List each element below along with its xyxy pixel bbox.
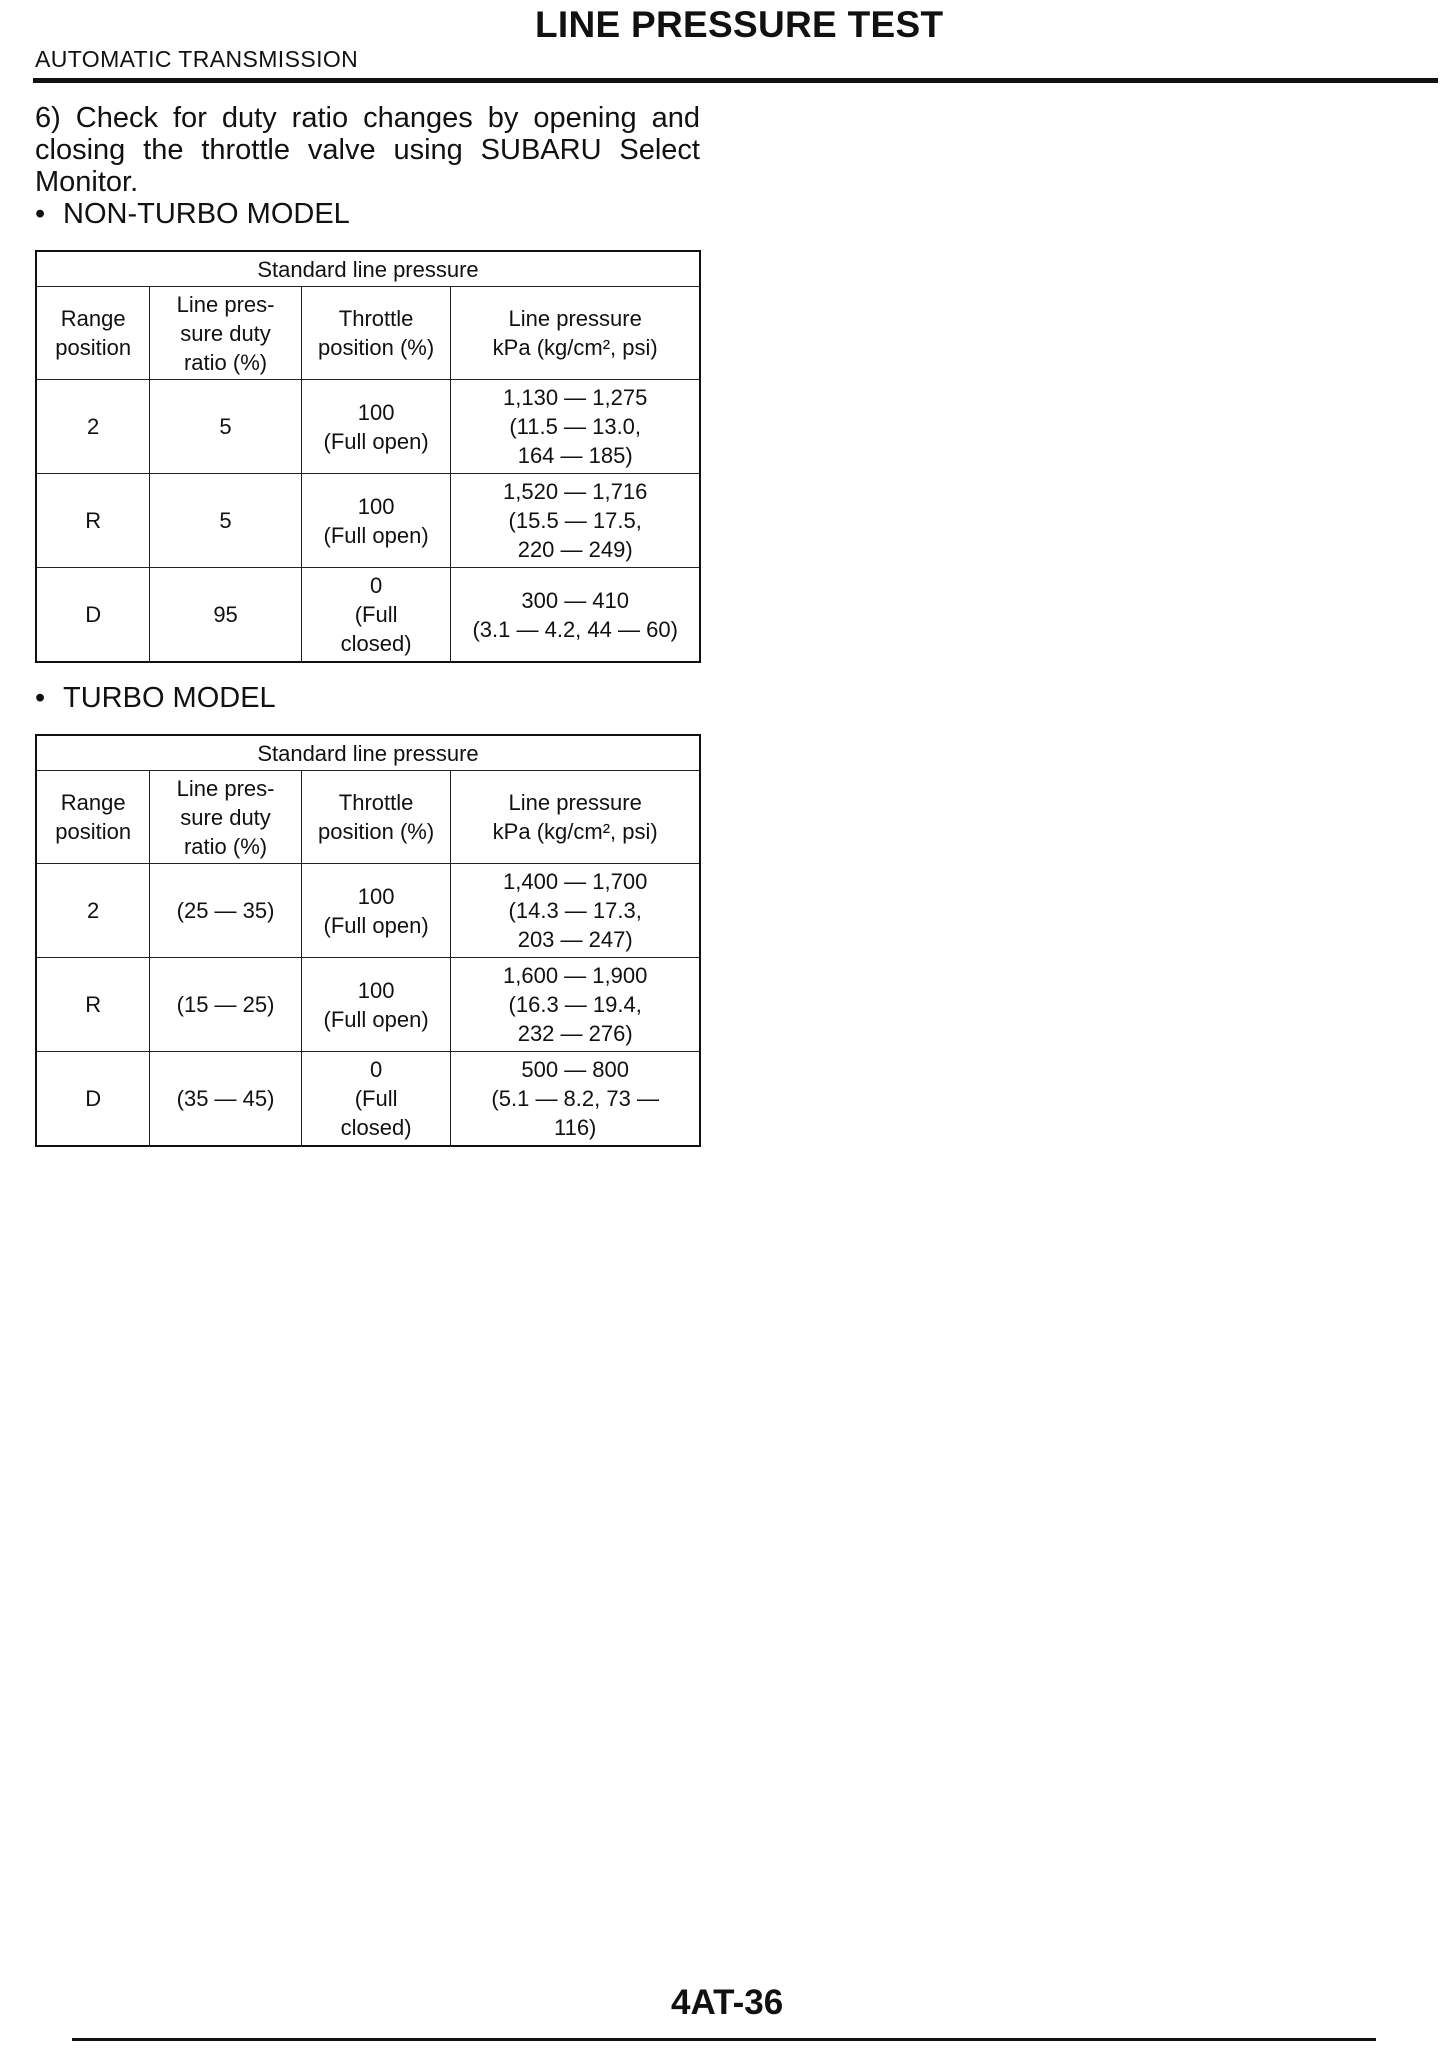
page-title: LINE PRESSURE TEST bbox=[535, 4, 944, 45]
range-cell: 2 bbox=[36, 380, 150, 474]
table-caption: Standard line pressure bbox=[36, 251, 700, 287]
header-duty-ratio: Line pres- sure duty ratio (%) bbox=[150, 771, 301, 864]
duty-ratio-cell: 5 bbox=[150, 474, 301, 568]
pressure-cell: 1,520 — 1,716 (15.5 — 17.5, 220 — 249) bbox=[451, 474, 700, 568]
range-cell: R bbox=[36, 958, 150, 1052]
throttle-cell: 100 (Full open) bbox=[301, 380, 451, 474]
turbo-heading bbox=[35, 682, 276, 714]
header-throttle-position: Throttle position (%) bbox=[301, 287, 451, 380]
throttle-cell: 100 (Full open) bbox=[301, 474, 451, 568]
table-row bbox=[36, 380, 700, 474]
table-row bbox=[36, 864, 700, 958]
bullet-icon: • bbox=[35, 198, 46, 230]
pressure-cell: 1,400 — 1,700 (14.3 — 17.3, 203 — 247) bbox=[451, 864, 700, 958]
header-line-pressure: Line pressure kPa (kg/cm², psi) bbox=[451, 771, 700, 864]
table-row bbox=[36, 474, 700, 568]
throttle-cell: 0 (Full closed) bbox=[301, 1052, 451, 1147]
header-duty-ratio: Line pres- sure duty ratio (%) bbox=[150, 287, 301, 380]
pressure-cell: 300 — 410 (3.1 — 4.2, 44 — 60) bbox=[451, 568, 700, 663]
throttle-cell: 100 (Full open) bbox=[301, 958, 451, 1052]
header-range-position: Range position bbox=[36, 287, 150, 380]
duty-ratio-cell: (25 — 35) bbox=[150, 864, 301, 958]
duty-ratio-cell: 5 bbox=[150, 380, 301, 474]
pressure-cell: 1,600 — 1,900 (16.3 — 19.4, 232 — 276) bbox=[451, 958, 700, 1052]
header-rule bbox=[33, 78, 1438, 83]
throttle-cell: 0 (Full closed) bbox=[301, 568, 451, 663]
range-cell: 2 bbox=[36, 864, 150, 958]
footer-rule bbox=[72, 2038, 1376, 2041]
duty-ratio-cell: (35 — 45) bbox=[150, 1052, 301, 1147]
throttle-cell: 100 (Full open) bbox=[301, 864, 451, 958]
non-turbo-label: NON-TURBO MODEL bbox=[63, 198, 350, 230]
non-turbo-heading bbox=[35, 198, 350, 230]
bullet-icon: • bbox=[35, 682, 46, 714]
page-number: 4AT-36 bbox=[671, 1983, 784, 2022]
range-cell: D bbox=[36, 1052, 150, 1147]
pressure-cell: 1,130 — 1,275 (11.5 — 13.0, 164 — 185) bbox=[451, 380, 700, 474]
range-cell: D bbox=[36, 568, 150, 663]
range-cell: R bbox=[36, 474, 150, 568]
duty-ratio-cell: (15 — 25) bbox=[150, 958, 301, 1052]
turbo-label: TURBO MODEL bbox=[63, 682, 276, 714]
header-line-pressure: Line pressure kPa (kg/cm², psi) bbox=[451, 287, 700, 380]
header-throttle-position: Throttle position (%) bbox=[301, 771, 451, 864]
pressure-cell: 500 — 800 (5.1 — 8.2, 73 — 116) bbox=[451, 1052, 700, 1147]
duty-ratio-cell: 95 bbox=[150, 568, 301, 663]
section-name: AUTOMATIC TRANSMISSION bbox=[35, 46, 359, 72]
instruction-paragraph: 6) Check for duty ratio changes by opening and closing the throttle valve using SUBARU Select Monitor. bbox=[35, 102, 700, 198]
header-range-position: Range position bbox=[36, 771, 150, 864]
non-turbo-pressure-table bbox=[35, 250, 701, 663]
turbo-pressure-table bbox=[35, 734, 701, 1147]
table-caption: Standard line pressure bbox=[36, 735, 700, 771]
table-row bbox=[36, 1052, 700, 1147]
table-row bbox=[36, 568, 700, 663]
table-row bbox=[36, 958, 700, 1052]
